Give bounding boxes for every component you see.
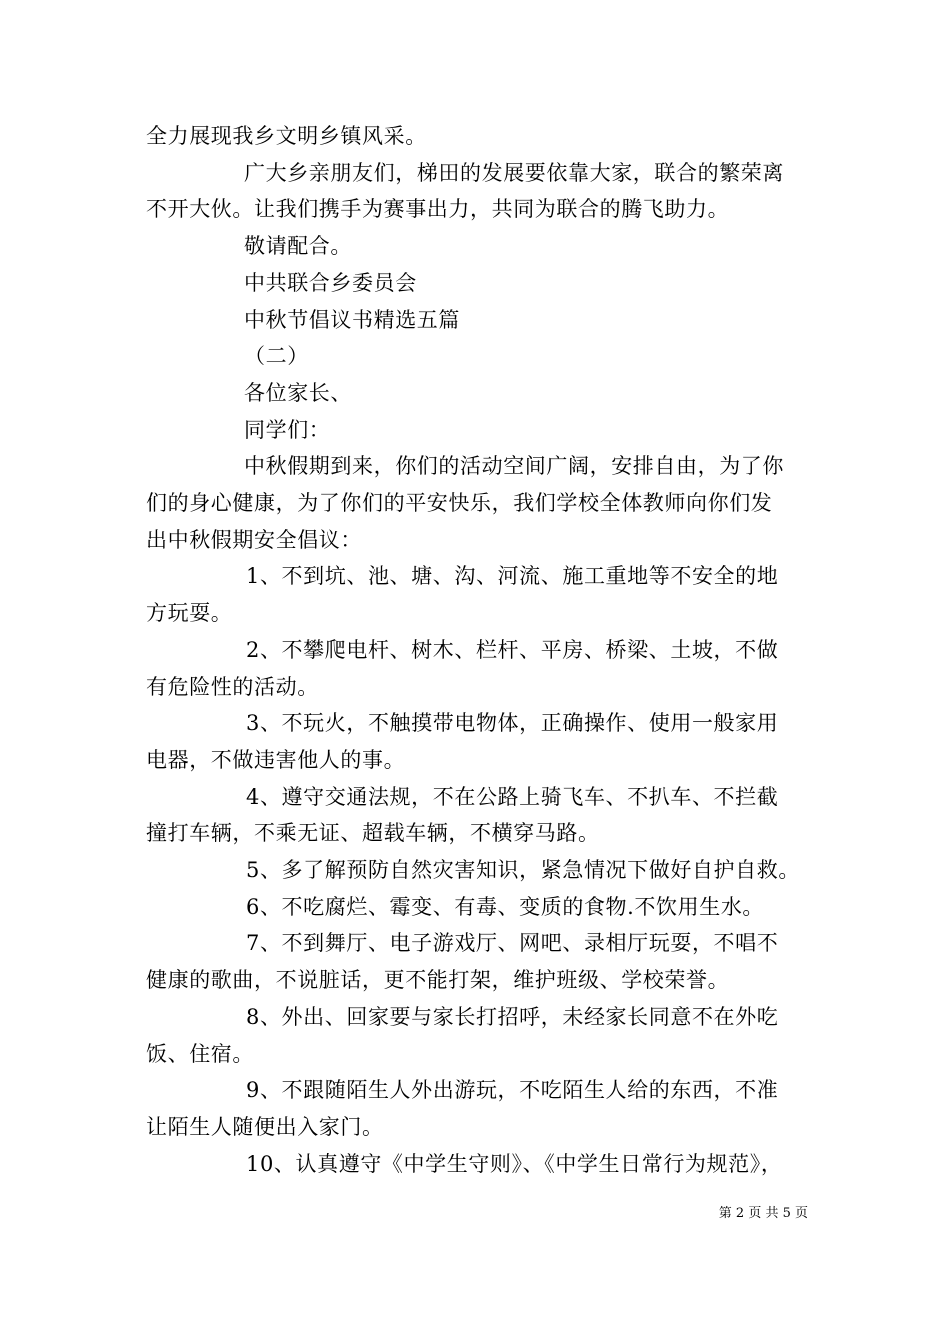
text-line: 全力展现我乡文明乡镇风采。 [146,124,427,148]
text-line: 们的身心健康，为了你们的平安快乐，我们学校全体教师向你们发 [146,491,773,516]
text-line: 8、外出、回家要与家长打招呼，未经家长同意不在外吃 [246,1004,779,1029]
text-line: 电器，不做违害他人的事。 [146,747,406,772]
page-number-footer: 第 2 页 共 5 页 [718,1206,808,1221]
text-line: 撞打车辆，不乘无证、超载车辆，不横穿马路。 [146,821,600,846]
document-body [146,118,810,1182]
text-line: 各位家长、 [244,380,352,405]
text-line: 中共联合乡委员会 [244,270,417,295]
text-line: 健康的歌曲，不说脏话，更不能打架，维护班级、学校荣誉。 [146,968,730,993]
text-line: 让陌生人随便出入家门。 [146,1114,384,1139]
text-line: 2、不攀爬电杆、树木、栏杆、平房、桥梁、土坡，不做 [246,637,779,662]
text-line: 不开大伙。让我们携手为赛事出力，共同为联合的腾飞助力。 [146,197,730,222]
text-line: 9、不跟随陌生人外出游玩，不吃陌生人给的东西，不准 [246,1078,779,1103]
text-line: 同学们： [244,417,331,442]
text-line: 敬请配合。 [244,234,352,259]
text-line: 饭、住宿。 [146,1041,254,1066]
text-line: 中秋假期到来，你们的活动空间广阔，安排自由，为了你 [244,454,784,479]
text-line: 5、多了解预防自然灾害知识，紧急情况下做好自护自救。 [246,858,800,883]
text-line: 3、不玩火，不触摸带电物体，正确操作、使用一般家用 [246,711,779,736]
text-line: 方玩耍。 [146,601,233,626]
text-line: 6、不吃腐烂、霉变、有毒、变质的食物.不饮用生水。 [246,894,765,919]
text-line: 有危险性的活动。 [146,674,319,699]
text-line: 7、不到舞厅、电子游戏厅、网吧、录相厅玩耍，不唱不 [246,931,779,956]
text-line: 中秋节倡议书精选五篇 [244,307,460,332]
text-line: 10、认真遵守《中学生守则》、《中学生日常行为规范》， [246,1151,783,1176]
text-line: 4、遵守交通法规，不在公路上骑飞车、不扒车、不拦截 [246,784,779,809]
text-line: 广大乡亲朋友们，梯田的发展要依靠大家，联合的繁荣离 [244,160,784,185]
text-line: 1、不到坑、池、塘、沟、河流、施工重地等不安全的地 [246,564,779,589]
text-line: 出中秋假期安全倡议： [146,527,362,552]
text-line: （二） [244,344,309,369]
